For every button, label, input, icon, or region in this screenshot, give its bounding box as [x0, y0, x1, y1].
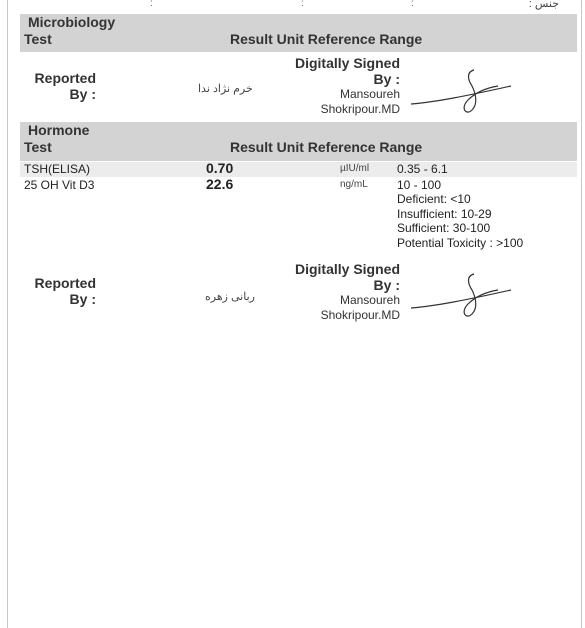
table-row — [20, 162, 577, 177]
reported-by-label: Reported By : — [34, 70, 96, 102]
header-separator: : — [150, 0, 153, 9]
header-separator: : — [301, 0, 304, 9]
result-unit: µIU/ml — [340, 163, 370, 174]
digital-signature-text: Digitally Signed By : Mansoureh Shokripour.MD — [294, 261, 400, 322]
report-page — [7, 0, 582, 628]
vitamin-d-interpretation — [397, 192, 523, 250]
hormone-header — [20, 122, 577, 161]
gender-label: جنس : — [528, 0, 559, 10]
signature-icon — [406, 270, 518, 322]
reference-range: 10 - 100 — [397, 178, 442, 192]
test-column-header: Test — [24, 139, 52, 155]
reference-range: 0.35 - 6.1 — [397, 162, 448, 176]
result-columns-header: Result Unit Reference Range — [230, 31, 423, 47]
table-row — [20, 178, 577, 193]
note-line: Deficient: <10 — [397, 192, 471, 206]
section-title: Microbiology — [28, 14, 116, 30]
test-name: 25 OH Vit D3 — [24, 178, 95, 192]
test-column-header: Test — [24, 31, 52, 47]
reporter-name: ربانی زهره — [205, 291, 255, 303]
note-line: Potential Toxicity : >100 — [397, 235, 524, 250]
result-value: 0.70 — [206, 160, 234, 176]
reported-by-label: Reported By : — [34, 275, 96, 307]
result-unit: ng/mL — [340, 179, 368, 190]
note-line: Insufficient: 10-29 — [397, 206, 492, 221]
test-name: TSH(ELISA) — [24, 162, 91, 176]
digital-signature-text: Digitally Signed By : Mansoureh Shokripour.MD — [294, 55, 400, 116]
result-columns-header: Result Unit Reference Range — [230, 139, 423, 155]
result-value: 22.6 — [206, 176, 234, 192]
signature-icon — [406, 66, 518, 118]
reporter-name: خرم نژاد ندا — [198, 83, 253, 95]
header-separator: : — [411, 0, 414, 9]
note-line: Sufficient: 30-100 — [397, 221, 491, 235]
section-title: Hormone — [28, 122, 90, 138]
header-strip — [8, 0, 581, 14]
microbiology-header — [20, 14, 577, 52]
